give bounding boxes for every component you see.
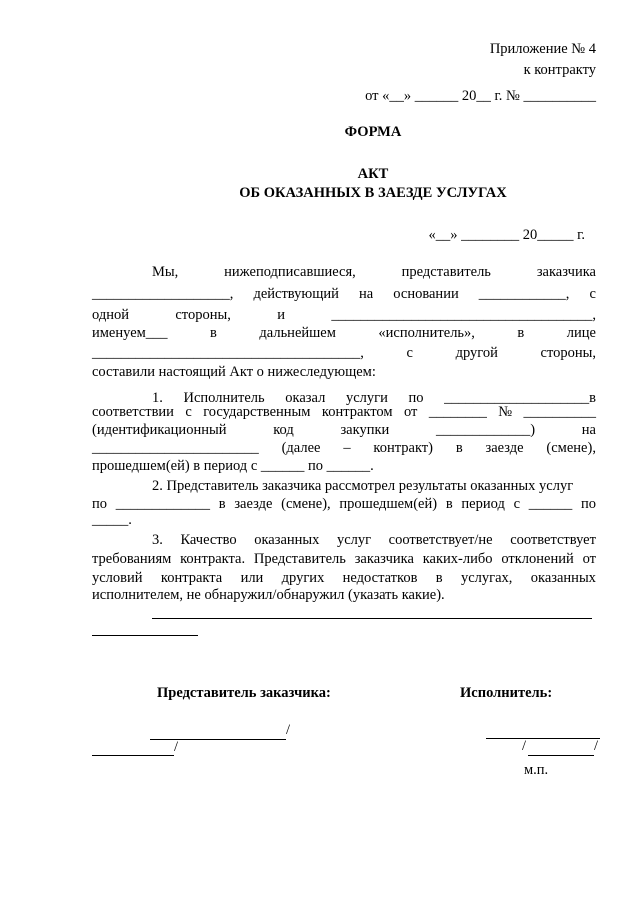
contractor-name-line [528,755,594,756]
item2-line-1: 2. Представитель заказчика рассмотрел результаты оказанных услуг [152,478,574,494]
act-date: «__» ________ 20_____ г. [428,227,585,243]
appendix-number: Приложение № 4 [489,41,596,57]
intro-line-1: Мы, нижеподписавшиеся, представитель заказчика [152,264,596,280]
deviation-blank-line-2 [92,635,198,636]
contractor-signature-line [486,738,600,739]
customer-signature-slash: / [286,722,291,738]
contractor-slash-right: / [594,738,599,754]
item1-line-1: 1. Исполнитель оказал услуги по ____________________в [152,390,596,406]
to-contract-label: к контракту [523,62,596,78]
customer-representative-label: Представитель заказчика: [157,685,331,701]
item1-line-4: _______________________ (далее – контракт) в заезде (смене), [92,440,596,456]
item2-line-2: по _____________ в заезде (смене), прошедшем(ей) в период с ______ по [92,496,596,512]
intro-line-3: одной стороны, и ____________________________________, [92,307,596,323]
customer-name-slash: / [174,739,179,755]
stamp-place-label: м.п. [524,762,549,778]
item1-line-5: прошедшем(ей) в период с ______ по ______. [92,458,374,474]
act-title: АКТ [357,166,389,182]
intro-line-5: _____________________________________, с другой стороны, [92,345,596,361]
item2-line-3: _____. [92,512,132,528]
item3-line-1: 3. Качество оказанных услуг соответствует/не соответствует [152,532,596,548]
item1-line-2: соответствии с государственным контрактом от ________ № __________ [92,404,596,420]
contractor-label: Исполнитель: [460,685,553,701]
act-subtitle: ОБ ОКАЗАННЫХ В ЗАЕЗДЕ УСЛУГАХ [239,185,507,201]
item1-line-3: (идентификационный код закупки _____________) на [92,422,596,438]
item3-line-4: исполнителем, не обнаружил/обнаружил (указать какие). [92,587,445,603]
deviation-blank-line-1 [152,618,592,619]
intro-line-2: ___________________, действующий на основании ____________, с [92,286,596,302]
intro-line-6: составили настоящий Акт о нижеследующем: [92,364,376,380]
contract-date-line: от «__» ______ 20__ г. № __________ [365,88,596,104]
item3-line-2: требованиям контракта. Представитель заказчика каких-либо отклонений от [92,551,596,567]
customer-signature-line [150,739,286,740]
intro-line-4: именуем___ в дальнейшем «исполнитель», в лице [92,325,596,341]
customer-name-line [92,755,174,756]
form-title: ФОРМА [344,124,402,140]
contractor-slash-left: / [522,738,527,754]
item3-line-3: условий контракта или других недостатков в услугах, оказанных [92,570,596,586]
